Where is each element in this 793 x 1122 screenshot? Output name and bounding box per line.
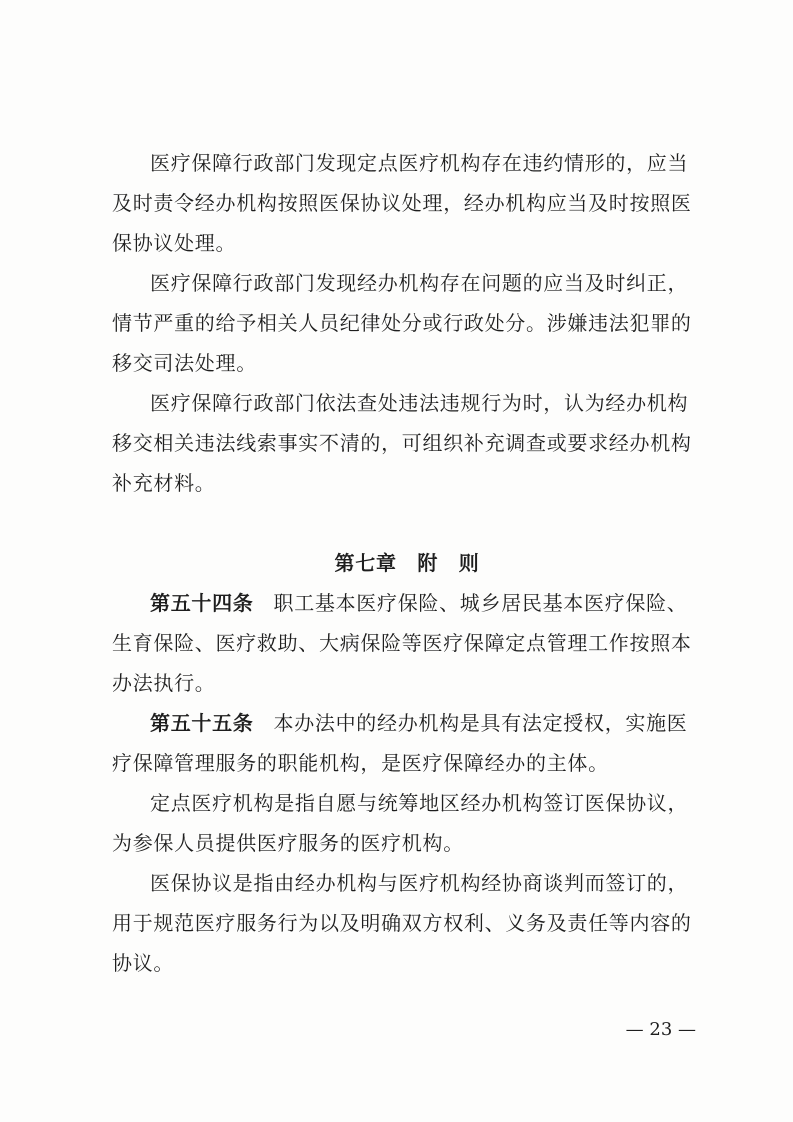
text-line: 协议。 (112, 951, 175, 975)
text-line: 用于规范医疗服务行为以及明确双方权利、义务及责任等内容的 (112, 911, 692, 935)
text-line: 移交相关违法线索事实不清的，可组织补充调查或要求经办机构 (112, 431, 692, 455)
paragraph-1 (112, 143, 696, 263)
article-first-line (112, 703, 696, 743)
text-line: 情节严重的给予相关人员纪律处分或行政处分。涉嫌违法犯罪的 (112, 311, 692, 335)
text-line: 移交司法处理。 (112, 351, 257, 375)
paragraph-2 (112, 263, 696, 383)
text-line: 医疗保障行政部门依法查处违法违规行为时，认为经办机构 (150, 391, 689, 415)
text-line: 本办法中的经办机构是具有法定授权，实施医 (273, 711, 688, 735)
text-line: 办法执行。 (112, 671, 216, 695)
article-54 (112, 583, 696, 703)
text-line: 医疗保障行政部门发现定点医疗机构存在违约情形的，应当 (150, 151, 689, 175)
text-line: 及时责令经办机构按照医保协议处理，经办机构应当及时按照医 (112, 191, 692, 215)
text-line: 为参保人员提供医疗服务的医疗机构。 (112, 831, 464, 855)
article-55-paragraph-3 (112, 863, 696, 983)
article-label: 第五十四条 (150, 591, 254, 615)
text-line: 医保协议是指由经办机构与医疗机构经协商谈判而签订的， (150, 871, 689, 895)
text-line: 保协议处理。 (112, 231, 237, 255)
article-first-line (112, 583, 696, 623)
text-line: 补充材料。 (112, 471, 216, 495)
text-line: 疗保障管理服务的职能机构，是医疗保障经办的主体。 (112, 751, 609, 775)
article-55-paragraph-2 (112, 783, 696, 863)
text-line: 生育保险、医疗救助、大病保险等医疗保障定点管理工作按照本 (112, 631, 692, 655)
page-number: — 23 — (625, 1019, 696, 1040)
document-body (112, 143, 696, 983)
text-line: 定点医疗机构是指自愿与统筹地区经办机构签订医保协议， (150, 791, 689, 815)
blank-line (112, 503, 696, 543)
text-line: 医疗保障行政部门发现经办机构存在问题的应当及时纠正， (150, 271, 689, 295)
paragraph-3 (112, 383, 696, 503)
text-line: 职工基本医疗保险、城乡居民基本医疗保险、 (273, 591, 688, 615)
article-label: 第五十五条 (150, 711, 254, 735)
article-55 (112, 703, 696, 983)
chapter-heading: 第七章 附 则 (334, 551, 480, 575)
